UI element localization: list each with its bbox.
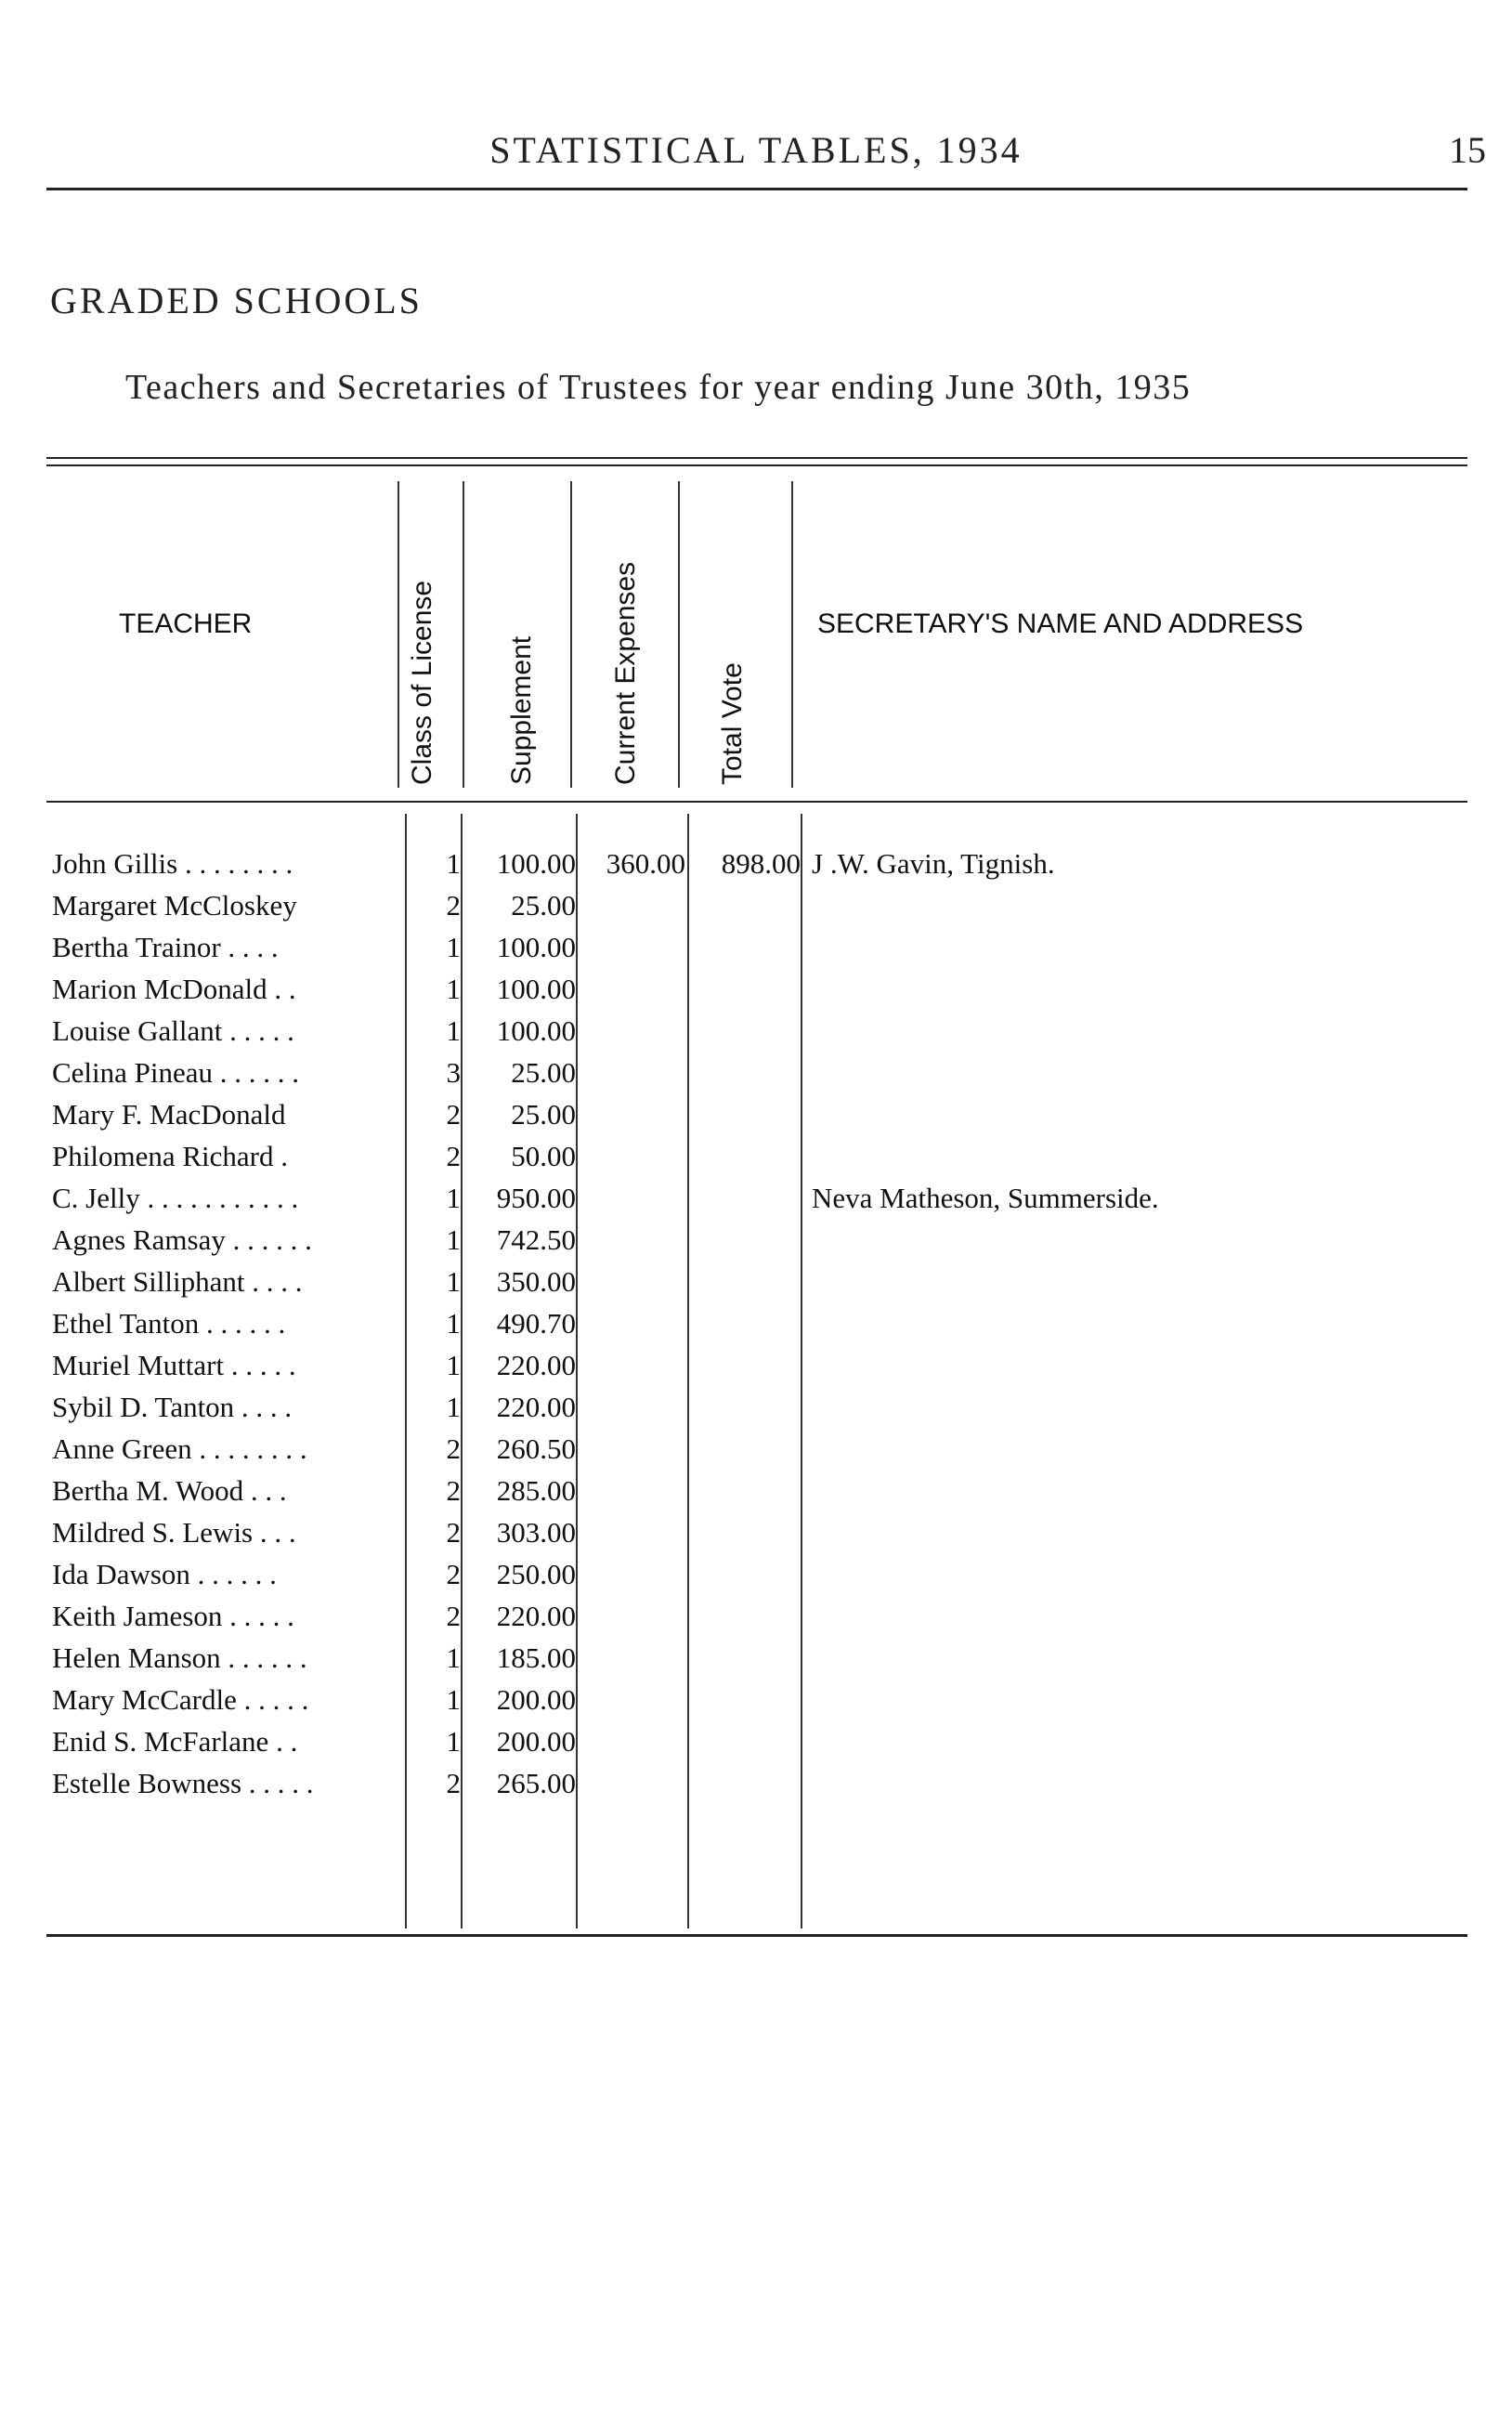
teacher-name: Anne Green . . . . . . . . [52, 1432, 307, 1465]
supplement-value: 250.00 [496, 1558, 576, 1590]
supplement-value: 25.00 [511, 1056, 576, 1089]
teacher-name: Agnes Ramsay . . . . . . [52, 1223, 312, 1256]
license-class: 1 [446, 1182, 461, 1214]
column-header-secretary: SECRETARY'S NAME AND ADDRESS [817, 608, 1304, 639]
license-class: 1 [446, 1725, 461, 1758]
column-header-teacher: TEACHER [119, 608, 253, 639]
teacher-name: Ethel Tanton . . . . . . [52, 1307, 286, 1340]
running-head: STATISTICAL TABLES, 1934 [489, 129, 1023, 171]
header-divider [463, 481, 464, 788]
supplement-value: 100.00 [496, 931, 576, 963]
table-row [0, 1683, 1512, 1725]
header-rule [46, 188, 1467, 190]
license-class: 2 [446, 1600, 461, 1632]
license-class: 3 [446, 1056, 461, 1089]
header-divider [398, 481, 399, 788]
table-row [0, 1223, 1512, 1265]
supplement-value: 350.00 [496, 1265, 576, 1298]
teacher-name: Albert Silliphant . . . . [52, 1265, 303, 1298]
table-row [0, 847, 1512, 889]
teacher-name: Sybil D. Tanton . . . . [52, 1391, 293, 1423]
table-row [0, 931, 1512, 973]
table-row [0, 1014, 1512, 1056]
teacher-name: Enid S. McFarlane . . [52, 1725, 298, 1758]
teacher-name: Ida Dawson . . . . . . [52, 1558, 277, 1590]
supplement-value: 25.00 [511, 1098, 576, 1131]
license-class: 1 [446, 1641, 461, 1674]
license-class: 1 [446, 1683, 461, 1716]
supplement-value: 265.00 [496, 1767, 576, 1799]
teacher-name: Louise Gallant . . . . . [52, 1014, 294, 1047]
table-row [0, 1474, 1512, 1516]
license-class: 2 [446, 1140, 461, 1172]
header-bottom-rule [46, 801, 1467, 803]
table-row [0, 1391, 1512, 1432]
license-class: 2 [446, 1474, 461, 1507]
supplement-value: 285.00 [496, 1474, 576, 1507]
license-class: 1 [446, 1349, 461, 1381]
table-row [0, 1641, 1512, 1683]
section-title: GRADED SCHOOLS [50, 280, 423, 321]
license-class: 1 [446, 1265, 461, 1298]
table-row [0, 1432, 1512, 1474]
header-divider [791, 481, 793, 788]
license-class: 2 [446, 1558, 461, 1590]
table-row [0, 1182, 1512, 1223]
supplement-value: 100.00 [496, 973, 576, 1005]
license-class: 1 [446, 1307, 461, 1340]
table-row [0, 1140, 1512, 1182]
column-header-license: Class of License [407, 580, 437, 785]
teacher-name: Marion McDonald . . [52, 973, 296, 1005]
table-row [0, 1558, 1512, 1600]
teacher-name: Mary F. MacDonald [52, 1098, 286, 1131]
table-row [0, 1516, 1512, 1558]
license-class: 1 [446, 1391, 461, 1423]
teacher-name: Estelle Bowness . . . . . [52, 1767, 314, 1799]
table-row [0, 1349, 1512, 1391]
supplement-value: 742.50 [496, 1223, 576, 1256]
supplement-value: 220.00 [496, 1600, 576, 1632]
table-row [0, 1307, 1512, 1349]
header-divider [570, 481, 572, 788]
supplement-value: 100.00 [496, 847, 576, 880]
license-class: 2 [446, 889, 461, 922]
teacher-name: Bertha M. Wood . . . [52, 1474, 287, 1507]
table-top-rule-2 [46, 464, 1467, 466]
license-class: 1 [446, 847, 461, 880]
current-expenses-value: 360.00 [606, 847, 685, 880]
secretary-name: J .W. Gavin, Tignish. [812, 847, 1055, 880]
table-row [0, 1600, 1512, 1641]
table-bottom-rule [46, 1934, 1467, 1937]
supplement-value: 200.00 [496, 1683, 576, 1716]
table-row [0, 1767, 1512, 1809]
table-row [0, 1056, 1512, 1098]
supplement-value: 185.00 [496, 1641, 576, 1674]
license-class: 1 [446, 931, 461, 963]
column-header-supplement: Supplement [506, 635, 537, 785]
supplement-value: 200.00 [496, 1725, 576, 1758]
table-row [0, 973, 1512, 1014]
supplement-value: 490.70 [496, 1307, 576, 1340]
supplement-value: 303.00 [496, 1516, 576, 1549]
teacher-name: Mary McCardle . . . . . [52, 1683, 309, 1716]
license-class: 1 [446, 1223, 461, 1256]
license-class: 2 [446, 1432, 461, 1465]
supplement-value: 100.00 [496, 1014, 576, 1047]
total-vote-value: 898.00 [721, 847, 801, 880]
table-row [0, 889, 1512, 931]
license-class: 2 [446, 1516, 461, 1549]
table-row [0, 1265, 1512, 1307]
license-class: 2 [446, 1767, 461, 1799]
teacher-name: Bertha Trainor . . . . [52, 931, 279, 963]
supplement-value: 220.00 [496, 1349, 576, 1381]
license-class: 1 [446, 973, 461, 1005]
license-class: 2 [446, 1098, 461, 1131]
table-row [0, 1098, 1512, 1140]
table-top-rule [46, 457, 1467, 459]
supplement-value: 25.00 [511, 889, 576, 922]
supplement-value: 220.00 [496, 1391, 576, 1423]
supplement-value: 950.00 [496, 1182, 576, 1214]
teacher-name: Philomena Richard . [52, 1140, 288, 1172]
table-row [0, 1725, 1512, 1767]
column-header-current-expenses: Current Expenses [610, 561, 641, 785]
teacher-name: Margaret McCloskey [52, 889, 297, 922]
license-class: 1 [446, 1014, 461, 1047]
page-number: 15 [1449, 129, 1486, 171]
teacher-name: Helen Manson . . . . . . [52, 1641, 307, 1674]
teacher-name: Mildred S. Lewis . . . [52, 1516, 296, 1549]
teacher-name: C. Jelly . . . . . . . . . . . [52, 1182, 299, 1214]
supplement-value: 260.50 [496, 1432, 576, 1465]
teacher-name: Keith Jameson . . . . . [52, 1600, 294, 1632]
supplement-value: 50.00 [511, 1140, 576, 1172]
secretary-name: Neva Matheson, Summerside. [812, 1182, 1159, 1214]
header-divider [678, 481, 680, 788]
teacher-name: John Gillis . . . . . . . . [52, 847, 293, 880]
teacher-name: Muriel Muttart . . . . . [52, 1349, 296, 1381]
teacher-name: Celina Pineau . . . . . . [52, 1056, 300, 1089]
column-header-total-vote: Total Vote [717, 662, 748, 785]
section-subtitle: Teachers and Secretaries of Trustees for year ending June 30th, 1935 [125, 368, 1192, 407]
